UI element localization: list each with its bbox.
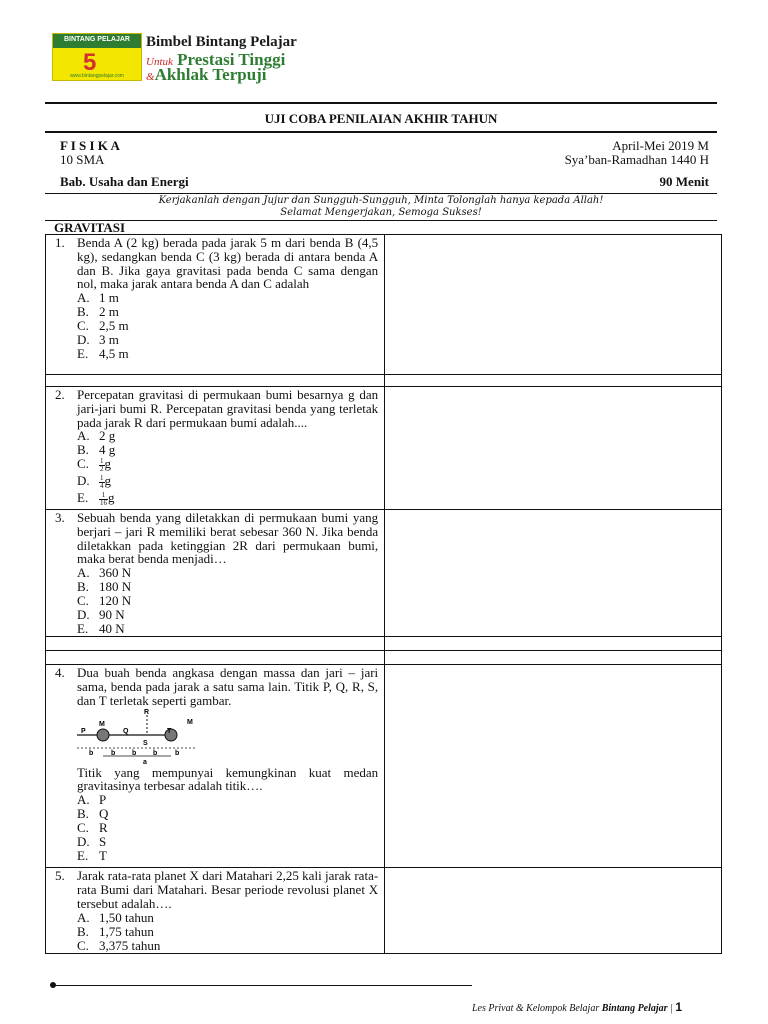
option-e[interactable] <box>77 849 378 863</box>
option-c[interactable] <box>77 457 378 474</box>
option-e[interactable] <box>77 491 378 508</box>
label-p: P <box>81 727 86 735</box>
chapter-rule <box>45 193 717 194</box>
top-rule <box>45 102 717 104</box>
logo <box>52 33 142 81</box>
fraction-denominator: 4 <box>100 481 104 490</box>
label-q: Q <box>123 727 129 735</box>
fraction-numerator: 1 <box>100 456 104 465</box>
spacer-cell <box>385 637 722 651</box>
question-row-2 <box>46 387 722 510</box>
option-label: A. <box>77 290 90 306</box>
label-b: b <box>175 749 180 757</box>
option-label: A. <box>77 565 90 581</box>
option-label: A. <box>77 428 90 444</box>
option-value: 4 g <box>99 442 116 458</box>
question-row-4 <box>46 665 722 868</box>
option-label: C. <box>77 820 89 836</box>
spacer-row <box>46 375 722 387</box>
option-c[interactable] <box>77 594 378 608</box>
answer-cell[interactable] <box>385 665 722 868</box>
option-value: P <box>99 792 107 808</box>
option-label: C. <box>77 593 89 609</box>
option-label: E. <box>77 621 89 637</box>
spacer-cell <box>46 651 385 665</box>
fraction-numerator: 1 <box>99 492 108 500</box>
option-value: 90 N <box>99 607 125 623</box>
option-value: 2 g <box>99 428 116 444</box>
question-number: 1. <box>55 235 65 250</box>
option-value: R <box>99 820 108 836</box>
label-m-right: M <box>187 718 193 726</box>
brand-line-3 <box>146 65 267 85</box>
label-a: a <box>143 758 147 766</box>
option-a[interactable] <box>77 291 378 305</box>
grade: 10 SMA <box>60 152 105 167</box>
option-value: 2 m <box>99 304 119 320</box>
question-text: Sebuah benda yang diletakkan di permukaan bumi yang berjari – jari R memiliki berat sebesar 360 N. Jika benda diletakkan pada ketinggian 2R dari permukaan bumi, maka berat benda menjadi… <box>77 510 379 567</box>
fraction <box>99 492 108 507</box>
option-value: 1,50 tahun <box>99 909 154 925</box>
option-d[interactable] <box>77 333 378 347</box>
option-a[interactable] <box>77 566 378 580</box>
exam-date: April-Mei 2019 M <box>612 138 709 153</box>
option-value: 1,75 tahun <box>99 923 154 939</box>
spacer-row <box>46 637 722 651</box>
spacer-cell <box>46 375 385 387</box>
question-cell <box>46 235 385 375</box>
option-label: D. <box>77 607 90 623</box>
option-value <box>99 474 111 490</box>
option-value: 120 N <box>99 593 132 609</box>
brand-line-2-prefix: Untuk <box>146 56 173 68</box>
option-value: S <box>99 834 107 850</box>
label-b: b <box>132 749 137 757</box>
option-value: T <box>99 848 107 864</box>
duration: 90 Menit <box>659 174 709 189</box>
option-label: A. <box>77 792 90 808</box>
spacer-cell <box>385 651 722 665</box>
question-text: Jarak rata-rata planet X dari Matahari 2,25 kali jarak rata-rata Bumi dari Matahari. Besar periode revolusi planet X tersebut adalah…. <box>77 868 379 911</box>
logo-name: BINTANG PELAJAR <box>64 36 130 43</box>
option-c[interactable] <box>77 319 378 333</box>
motto-2: Selamat Mengerjakan, Semoga Sukses! <box>280 207 482 218</box>
option-value: 360 N <box>99 565 132 581</box>
question-row-1 <box>46 235 722 375</box>
option-a[interactable] <box>77 429 378 443</box>
spacer-cell <box>46 637 385 651</box>
option-label: C. <box>77 456 89 472</box>
question-table <box>45 234 722 954</box>
option-c[interactable] <box>77 939 378 953</box>
option-d[interactable] <box>77 835 378 849</box>
option-b[interactable] <box>77 925 378 939</box>
brand-line-2-text: Prestasi Tinggi <box>177 50 286 69</box>
option-b[interactable] <box>77 580 378 594</box>
question-cell <box>46 387 385 510</box>
option-value: 40 N <box>99 621 125 637</box>
answer-cell[interactable] <box>385 510 722 637</box>
option-label: A. <box>77 909 90 925</box>
option-list <box>77 911 378 953</box>
title-rule <box>45 131 717 133</box>
option-label: E. <box>77 848 89 864</box>
option-label: E. <box>77 346 89 362</box>
option-value: 3,375 tahun <box>99 937 161 953</box>
question-number: 3. <box>55 510 65 525</box>
label-b: b <box>89 749 94 757</box>
question-number: 4. <box>55 665 65 681</box>
option-label: B. <box>77 304 89 320</box>
figure-container <box>77 708 378 766</box>
option-a[interactable] <box>77 911 378 925</box>
spacer-cell <box>385 375 722 387</box>
brand-line-3-text: Akhlak Terpuji <box>154 65 267 84</box>
gravity-diagram <box>77 708 217 766</box>
option-unit: g <box>104 456 111 472</box>
footer-label: Les Privat & Kelompok Belajar <box>472 1003 600 1014</box>
label-b: b <box>153 749 158 757</box>
question-number: 5. <box>55 868 65 884</box>
question-cell <box>46 665 385 868</box>
option-value: 2,5 m <box>99 318 129 334</box>
label-r: R <box>144 708 150 716</box>
label-b: b <box>111 749 116 757</box>
mass-left <box>97 729 109 741</box>
question-number: 2. <box>55 387 65 402</box>
answer-cell[interactable] <box>385 387 722 510</box>
option-value <box>99 457 111 473</box>
option-label: B. <box>77 442 89 458</box>
option-list <box>77 566 378 636</box>
option-label: B. <box>77 806 89 822</box>
fraction-denominator: 16 <box>100 498 107 507</box>
option-value: 3 m <box>99 332 119 348</box>
option-unit: g <box>104 473 111 489</box>
question-row-5 <box>46 868 722 953</box>
option-list <box>77 429 378 508</box>
option-list <box>77 793 378 863</box>
motto-1: Kerjakanlah dengan Jujur dan Sungguh-Sungguh, Minta Tolonglah hanya kepada Allah! <box>158 195 604 206</box>
option-unit: g <box>108 490 115 506</box>
footer-text: Les Privat & Kelompok Belajar Bintang Pelajar | 1 <box>472 1000 683 1014</box>
exam-date-hijri: Sya’ban-Ramadhan 1440 H <box>564 152 709 167</box>
option-b[interactable] <box>77 443 378 457</box>
spacer-row <box>46 651 722 665</box>
question-text: Benda A (2 kg) berada pada jarak 5 m dari benda B (4,5 kg), sedangkan benda C (3 kg) berada di antara benda A dan B. Jika gaya gravitasi pada benda C sama dengan nol, maka jarak antara benda A dan C adalah <box>77 235 379 292</box>
brand-line-3-prefix: & <box>146 71 155 83</box>
question-row-3 <box>46 510 722 637</box>
footer-bullet-icon <box>50 982 56 988</box>
logo-web: www.bintangpelajar.com <box>70 73 124 79</box>
page-number: 1 <box>675 1000 683 1014</box>
option-c[interactable] <box>77 821 378 835</box>
answer-cell[interactable] <box>385 235 722 375</box>
option-e[interactable] <box>77 622 378 636</box>
option-label: D. <box>77 473 90 489</box>
option-value: 1 m <box>99 290 119 306</box>
option-value: 180 N <box>99 579 132 595</box>
label-m-left: M <box>99 720 105 728</box>
option-e[interactable] <box>77 347 378 361</box>
page-title: UJI COBA PENILAIAN AKHIR TAHUN <box>264 111 498 126</box>
chapter: Bab. Usaha dan Energi <box>60 174 189 189</box>
question-cell <box>46 868 385 953</box>
question-text: Dua buah benda angkasa dengan massa dan jari – jari sama, benda pada jarak a satu sama lain. Titik P, Q, R, S, dan T terletak seperti gambar. <box>77 665 379 708</box>
option-label: D. <box>77 834 90 850</box>
option-a[interactable] <box>77 793 378 807</box>
section-title: GRAVITASI <box>54 220 126 235</box>
option-value: 4,5 m <box>99 346 129 362</box>
option-label: E. <box>77 490 89 506</box>
option-label: C. <box>77 318 89 334</box>
fraction-numerator: 1 <box>100 473 104 482</box>
option-d[interactable] <box>77 608 378 622</box>
question-text-2: Titik yang mempunyai kemungkinan kuat medan gravitasinya terbesar adalah titik…. <box>77 764 379 794</box>
option-value: Q <box>99 806 109 822</box>
subject: F I S I K A <box>60 138 120 153</box>
brand-line-1: Bimbel Bintang Pelajar <box>146 34 297 50</box>
logo-number: 5 <box>83 49 97 76</box>
question-text: Percepatan gravitasi di permukaan bumi besarnya g dan jari-jari bumi R. Percepatan gravitasi benda yang terletak pada jarak R dari permukaan bumi adalah.... <box>77 387 379 430</box>
motto-rule <box>45 220 717 221</box>
option-value <box>99 491 115 507</box>
option-label: B. <box>77 579 89 595</box>
option-list <box>77 291 378 361</box>
label-t: T <box>167 727 172 735</box>
footer-rule <box>52 985 472 986</box>
answer-cell[interactable] <box>385 868 722 953</box>
option-b[interactable] <box>77 305 378 319</box>
option-label: D. <box>77 332 90 348</box>
option-label: B. <box>77 923 89 939</box>
label-s: S <box>143 739 148 747</box>
option-b[interactable] <box>77 807 378 821</box>
option-label: C. <box>77 937 89 953</box>
question-cell <box>46 510 385 637</box>
footer-brand: Bintang Pelajar <box>601 1003 668 1014</box>
option-d[interactable] <box>77 474 378 491</box>
fraction-denominator: 2 <box>100 464 104 473</box>
